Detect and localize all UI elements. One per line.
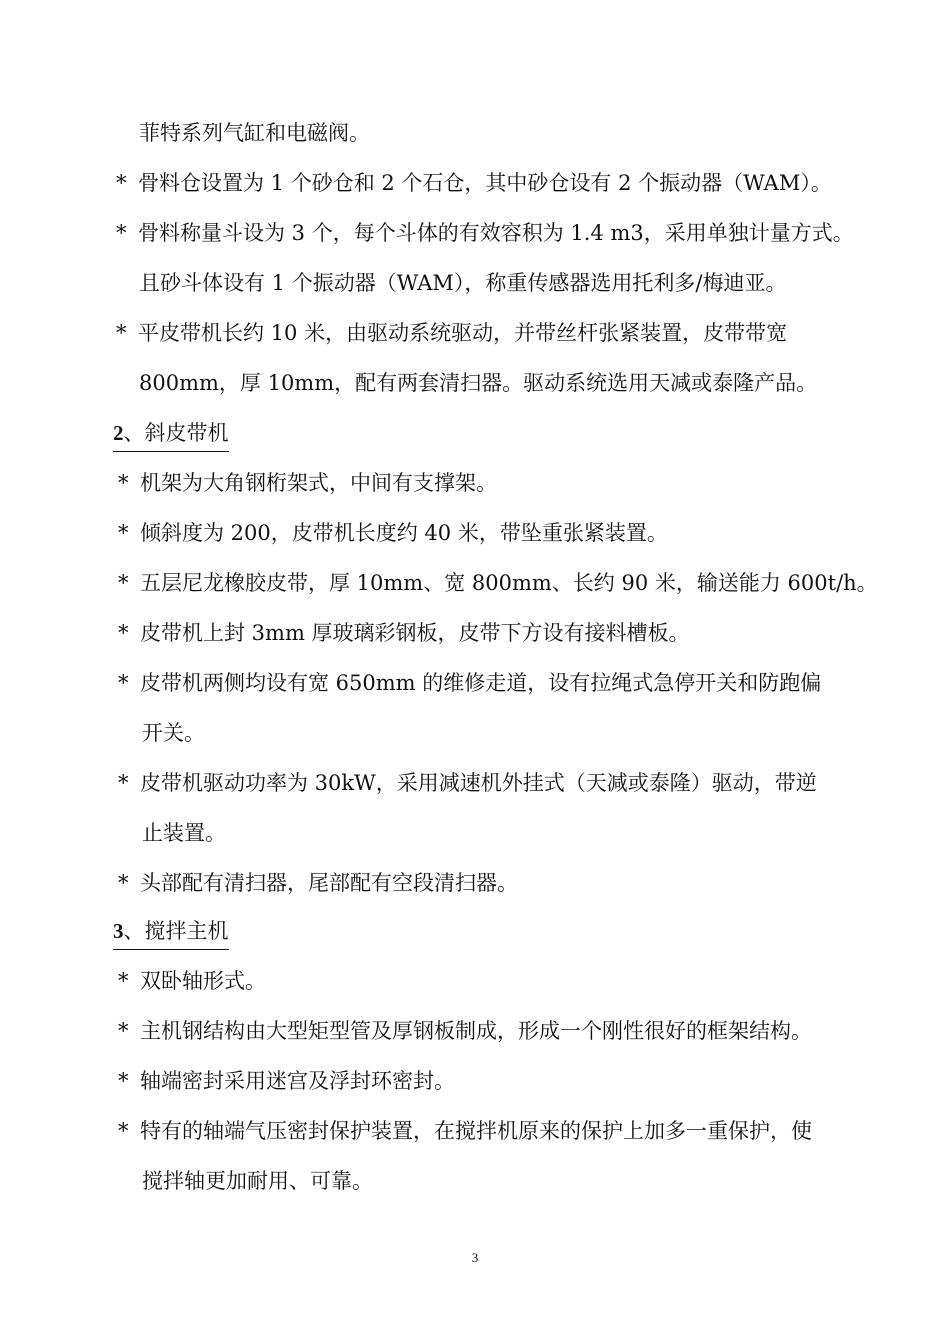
bullet-star: * <box>116 321 127 345</box>
bullet-star: * <box>116 171 127 195</box>
bullet-star: * <box>118 471 129 495</box>
bullet-star: * <box>118 671 129 695</box>
bullet-text: 皮带机上封 3mm 厚玻璃彩钢板，皮带下方设有接料槽板。 <box>140 621 690 645</box>
section-heading-2 <box>113 418 229 452</box>
bullet-continuation: 且砂斗体设有 1 个振动器（WAM），称重传感器选用托利多/梅迪亚。 <box>139 271 787 295</box>
bullet-text: 五层尼龙橡胶皮带，厚 10mm、宽 800mm、长约 90 米，输送能力 600t/h。 <box>140 571 878 595</box>
bullet-item <box>118 1116 812 1146</box>
bullet-item <box>118 518 668 548</box>
bullet-text: 轴端密封采用迷宫及浮封环密封。 <box>140 1069 455 1093</box>
bullet-text: 倾斜度为 200，皮带机长度约 40 米，带坠重张紧装置。 <box>140 521 668 545</box>
bullet-star: * <box>118 1069 129 1093</box>
bullet-item <box>118 568 878 598</box>
bullet-star: * <box>118 871 129 895</box>
bullet-item <box>118 468 497 498</box>
bullet-star: * <box>118 521 129 545</box>
page-number: 3 <box>471 1250 479 1265</box>
bullet-text: 骨料称量斗设为 3 个，每个斗体的有效容积为 1.4 m3，采用单独计量方式。 <box>138 221 854 245</box>
bullet-item <box>116 218 854 248</box>
section-number: 3 <box>113 919 124 943</box>
bullet-star: * <box>116 221 127 245</box>
bullet-star: * <box>118 621 129 645</box>
bullet-text: 头部配有清扫器，尾部配有空段清扫器。 <box>140 871 518 895</box>
bullet-text: 双卧轴形式。 <box>140 969 266 993</box>
bullet-item <box>118 1016 812 1046</box>
bullet-item <box>118 966 266 996</box>
section-title: 、斜皮带机 <box>123 421 229 445</box>
bullet-item <box>118 668 821 698</box>
bullet-text: 皮带机两侧均设有宽 650mm 的维修走道，设有拉绳式急停开关和防跑偏 <box>140 671 822 695</box>
bullet-item <box>118 1066 455 1096</box>
bullet-item <box>118 768 817 798</box>
bullet-item <box>118 618 690 648</box>
bullet-continuation: 搅拌轴更加耐用、可靠。 <box>142 1169 373 1193</box>
bullet-continuation: 止装置。 <box>142 821 226 845</box>
section-number: 2 <box>113 421 124 445</box>
section-heading-3 <box>113 916 229 950</box>
bullet-text: 皮带机驱动功率为 30kW，采用减速机外挂式（天减或泰隆）驱动，带逆 <box>140 771 817 795</box>
bullet-star: * <box>118 1119 129 1143</box>
bullet-text: 特有的轴端气压密封保护装置，在搅拌机原来的保护上加多一重保护，使 <box>140 1119 812 1143</box>
bullet-star: * <box>118 771 129 795</box>
bullet-text: 平皮带机长约 10 米，由驱动系统驱动，并带丝杆张紧装置，皮带带宽 <box>138 321 788 345</box>
bullet-continuation: 开关。 <box>142 721 205 745</box>
bullet-text: 主机钢结构由大型矩型管及厚钢板制成，形成一个刚性很好的框架结构。 <box>140 1019 812 1043</box>
bullet-item <box>116 318 787 348</box>
section-title: 、搅拌主机 <box>123 919 229 943</box>
bullet-item <box>118 868 518 898</box>
bullet-text: 机架为大角钢桁架式，中间有支撑架。 <box>140 471 497 495</box>
bullet-continuation: 800mm，厚 10mm，配有两套清扫器。驱动系统选用天减或泰隆产品。 <box>139 371 818 395</box>
bullet-star: * <box>118 1019 129 1043</box>
bullet-item <box>116 168 832 198</box>
text-line: 菲特系列气缸和电磁阀。 <box>139 121 370 145</box>
bullet-text: 骨料仓设置为 1 个砂仓和 2 个石仓，其中砂仓设有 2 个振动器（WAM）。 <box>138 171 832 195</box>
bullet-star: * <box>118 571 129 595</box>
bullet-star: * <box>118 969 129 993</box>
